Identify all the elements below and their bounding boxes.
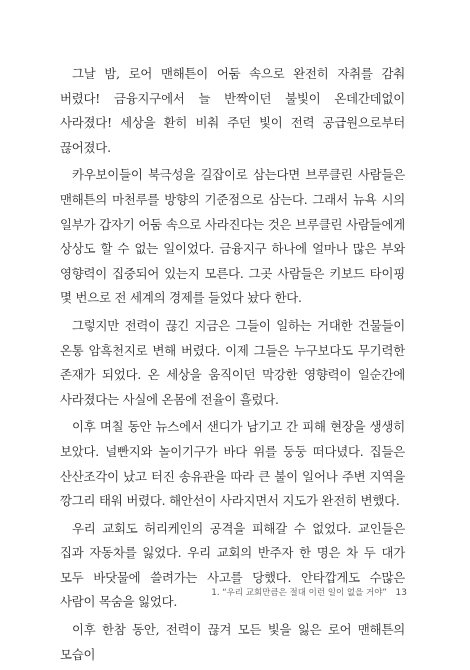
- page-footer: [211, 586, 407, 598]
- body-text: [60, 62, 405, 670]
- paragraph: 카우보이들이 북극성을 길잡이로 삼는다면 브루클린 사람들은 맨해튼의 마천루를 방향의 기준점으로 삼는다. 그래서 뉴욕 시의 일부가 갑자기 어둠 속으로 사라진다는 것은 브루클린 사람들에게 상상도 할 수 없는 일이었다. 금융지구 하나에 얼마나 많은 부와 영향력이 집중되어 있는지 모른다. 그곳 사람들은 키보드 타이핑 몇 번으로 전 세계의 경제를 들었다 놨다 한다.: [60, 167, 405, 306]
- paragraph: 그날 밤, 로어 맨해튼이 어둠 속으로 완전히 자취를 감춰 버렸다! 금융지구에서 늘 반짝이던 불빛이 온데간데없이 사라졌다! 세상을 환히 비춰 주던 빛이 전력 공급원으로부터 끊어졌다.: [60, 66, 405, 155]
- paragraph: 우리 교회도 허리케인의 공격을 피해갈 수 없었다. 교인들은 집과 자동차를 잃었다. 우리 교회의 반주자 한 명은 차 두 대가 모두 바닷물에 쓸려가는 사고를 당했다. 안타깝게도 수많은 사람이 목숨을 잃었다.: [60, 520, 405, 610]
- paragraph: 이후 한참 동안, 전력이 끊겨 모든 빛을 잃은 로어 맨해튼의 모습이: [60, 622, 405, 662]
- running-chapter-title: 1. “우리 교회만큼은 절대 이런 일이 없을 거야”: [211, 588, 387, 598]
- paragraph: 이후 며칠 동안 뉴스에서 샌디가 남기고 간 피해 현장을 생생히 보았다. 널빤지와 놀이기구가 바다 위를 둥둥 떠다녔다. 집들은 산산조각이 났고 터진 송유관을 따라 큰 불이 일어나 주변 지역을 깡그리 태워 버렸다. 해안선이 사라지면서 지도가 완전히 변했다.: [60, 419, 405, 509]
- page-number: 13: [395, 588, 407, 598]
- paragraph: 그렇지만 전력이 끊긴 지금은 그들이 일하는 거대한 건물들이 온통 암흑천지로 변해 버렸다. 이제 그들은 누구보다도 무기력한 존재가 되었다. 온 세상을 움직이던 막강한 영향력이 일순간에 사라졌다는 사실에 온몸에 전율이 흘렀다.: [60, 317, 405, 407]
